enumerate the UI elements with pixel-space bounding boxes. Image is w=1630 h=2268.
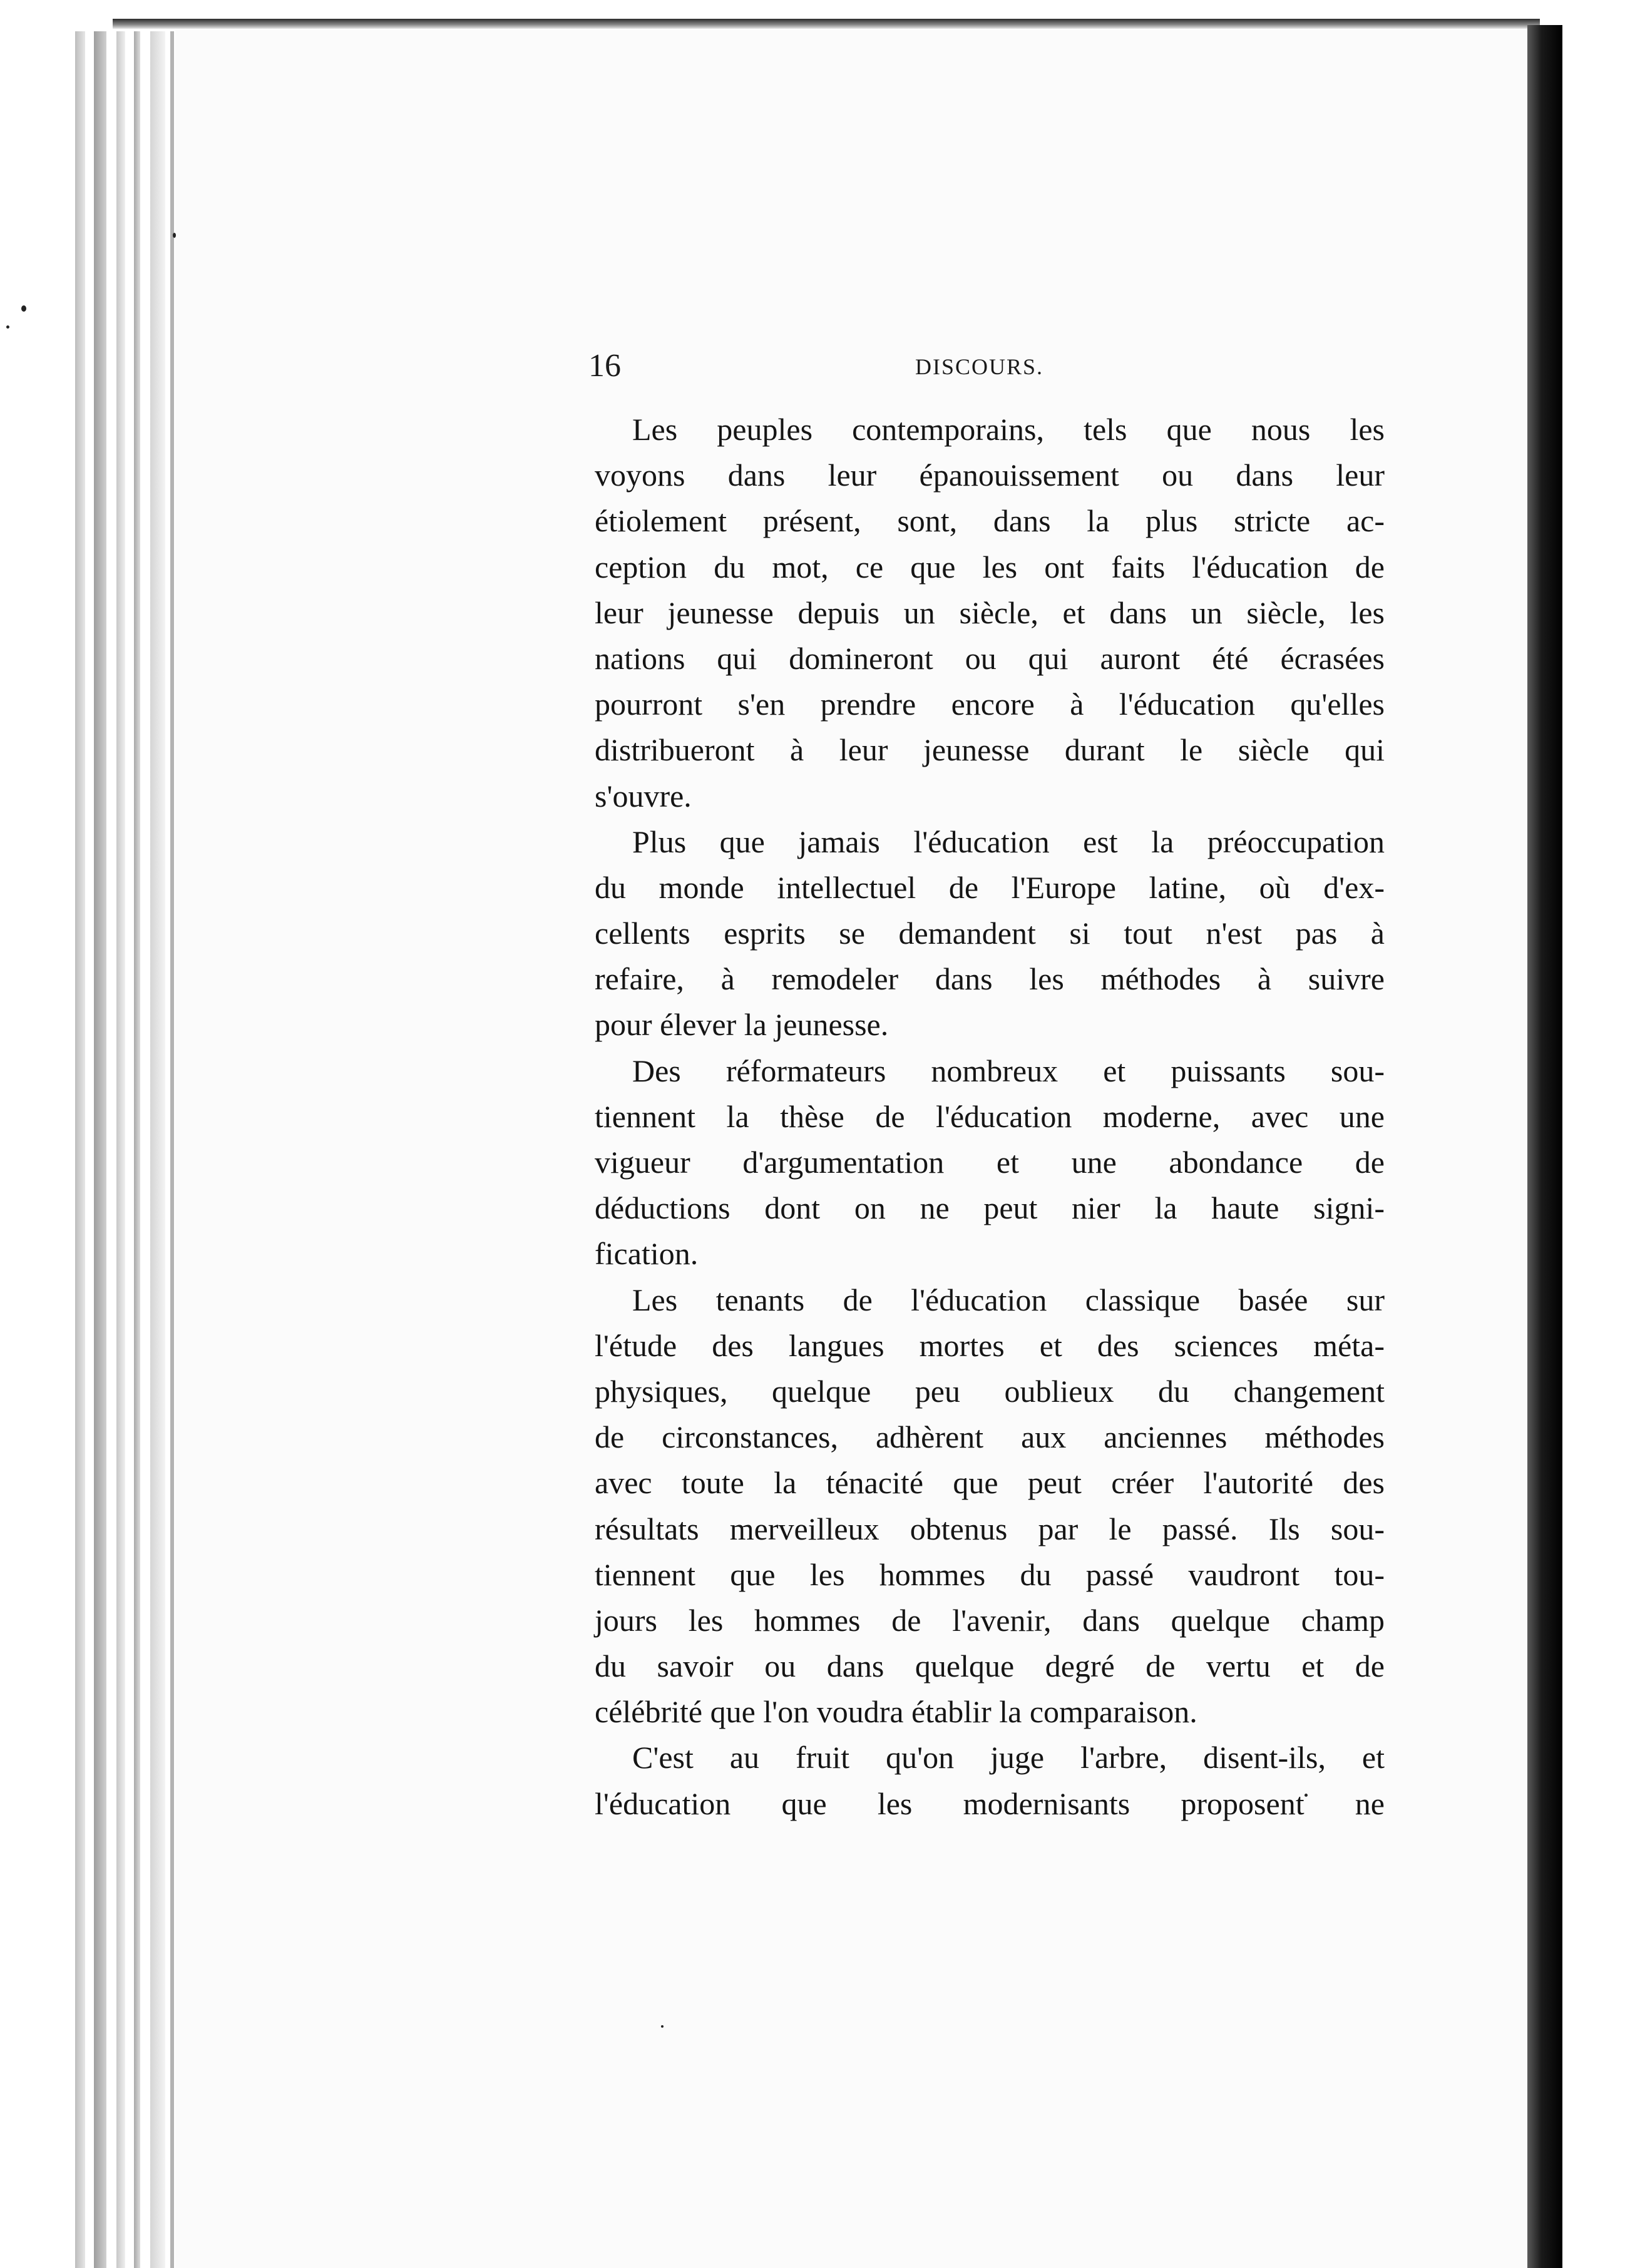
text-line: l'étude des langues mortes et des sciences méta- [595,1327,1385,1363]
text-line: pourront s'en prendre encore à l'éducation qu'elles [595,687,1385,722]
text-line: de circonstances, adhèrent aux anciennes méthodes [595,1419,1385,1455]
text-line: étiolement présent, sont, dans la plus stricte ac- [595,503,1385,539]
page-edge [134,31,140,2268]
text-line: du monde intellectuel de l'Europe latine, où d'ex- [595,869,1385,905]
text-line: ception du mot, ce que les ont faits l'éducation de [595,549,1385,585]
running-header [588,347,1377,391]
frame-right-border [1527,25,1562,2268]
text-line: fication. [595,1236,699,1272]
text-line: déductions dont on ne peut nier la haute signi- [595,1190,1385,1226]
paragraph [595,819,1385,1048]
body-text [595,407,1385,1827]
text-line: voyons dans leur épanouissement ou dans leur [595,457,1385,493]
text-line: Les tenants de l'éducation classique basée sur [632,1282,1385,1317]
text-line: distribueront à leur jeunesse durant le siècle qui [595,732,1385,768]
dust-speck [661,2025,664,2028]
dust-speck [173,233,176,238]
frame-margin [1562,25,1630,2268]
page-edge [94,31,106,2268]
text-line: résultats merveilleux obtenus par le passé. Ils sou- [595,1511,1385,1546]
dust-speck [6,325,9,329]
text-line: du savoir ou dans quelque degré de vertu et de [595,1648,1385,1684]
text-line: s'ouvre. [595,778,692,814]
paragraph [595,1735,1385,1826]
text-line: jours les hommes de l'avenir, dans quelque champ [595,1602,1385,1638]
text-line: refaire, à remodeler dans les méthodes à suivre [595,961,1385,997]
text-line: avec toute la ténacité que peut créer l'autorité des [595,1465,1385,1501]
text-line: vigueur d'argumentation et une abondance de [595,1145,1385,1180]
frame-top-border [113,19,1540,29]
text-line: cellents esprits se demandent si tout n'est pas à [595,916,1385,951]
page-edge [116,31,125,2268]
text-line: C'est au fruit qu'on juge l'arbre, disent-ils, et [632,1740,1385,1775]
page-edge [75,31,85,2268]
running-title: DISCOURS. [915,354,1044,379]
text-line: leur jeunesse depuis un siècle, et dans un siècle, les [595,595,1385,630]
page-edge [150,31,165,2268]
page-edge [170,31,174,2268]
text-line: l'éducation que les modernisants proposent ne [595,1785,1385,1821]
page-number: 16 [588,348,621,384]
text-line: Les peuples contemporains, tels que nous les [632,412,1385,447]
text-line: célébrité que l'on voudra établir la comparaison. [595,1694,1197,1730]
paragraph [595,1277,1385,1735]
text-line: Plus que jamais l'éducation est la préoccupation [632,824,1385,859]
text-line: physiques, quelque peu oublieux du changement [595,1373,1385,1409]
paragraph [595,407,1385,819]
text-line: tiennent la thèse de l'éducation moderne, avec une [595,1098,1385,1134]
text-line: nations qui domineront ou qui auront été écrasées [595,640,1385,676]
text-line: pour élever la jeunesse. [595,1007,889,1043]
dust-speck [21,305,26,312]
paragraph [595,1048,1385,1277]
text-line: Des réformateurs nombreux et puissants sou- [632,1053,1385,1088]
text-line: tiennent que les hommes du passé vaudront tou- [595,1556,1385,1592]
